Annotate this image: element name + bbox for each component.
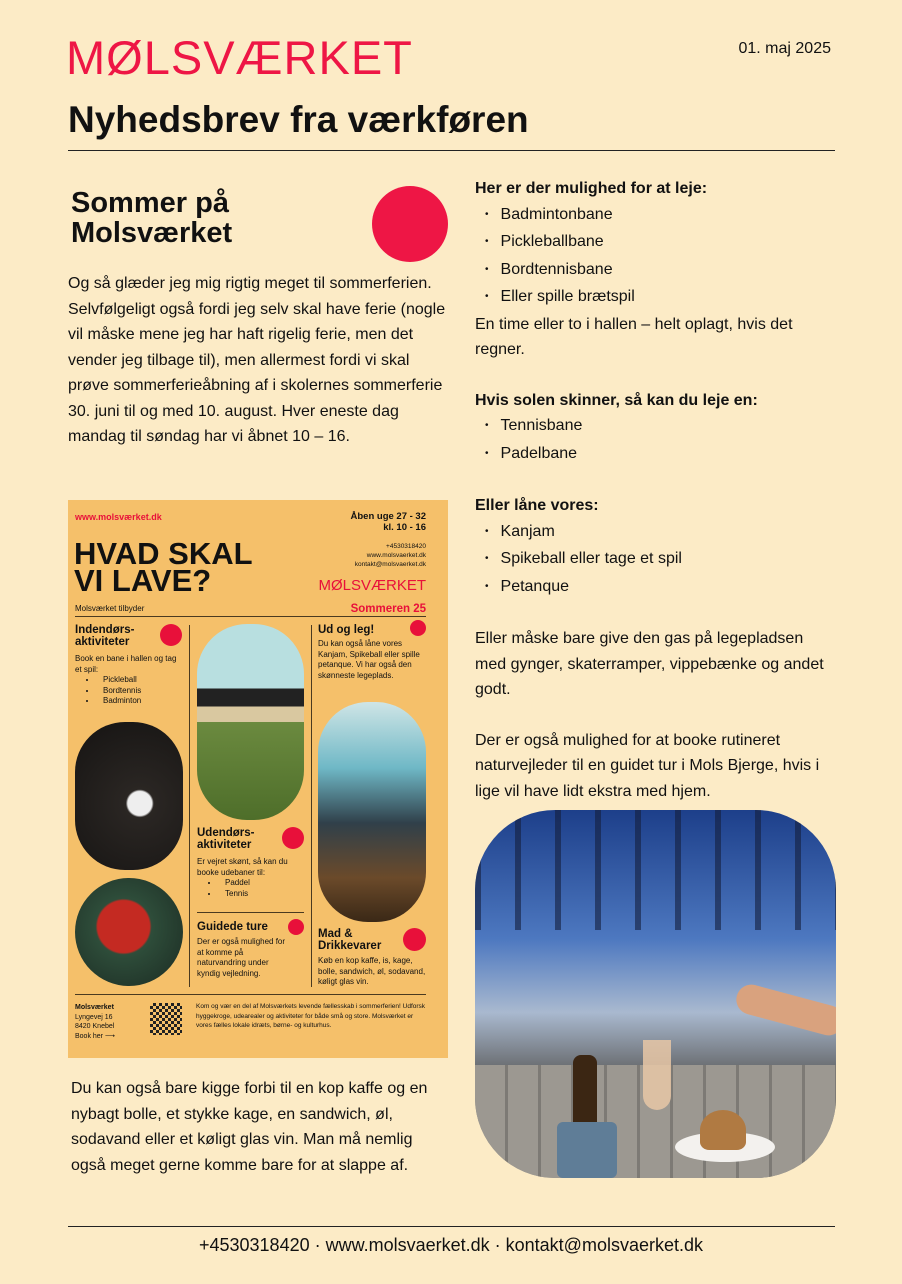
guide-text: Der er også mulighed for at booke rutineret naturvejleder til en guidet tur i Mols Bjerge, hvis i lige vil have lidt ekstra med hjem. [475, 731, 820, 800]
article-heading: Sommer på Molsværket [71, 187, 233, 249]
food-heading: Mad & Drikkevarer [318, 928, 382, 952]
building-photo [197, 624, 304, 820]
list-item: • Kanjam [485, 519, 837, 547]
intro-paragraph: Og så glæder jeg mig rigtig meget til sommerferien. Selvfølgeligt også fordi jeg selv skal have ferie (nogle vil måske mene jeg har haft rigelig ferie, men det vender jeg tilbage til), men allermest fordi vi skal prøve sommerferieåbning af i skolernes sommerferie 30. juni til og med 10. august. Hver eneste dag mandag til søndag har vi åbnet 10 – 16. [68, 275, 446, 445]
list-item: • Spikeball eller tage et spil [485, 546, 837, 574]
poster-season: Sommeren 25 [350, 603, 426, 615]
list-item: • Padelbane [485, 441, 837, 469]
right-column [475, 176, 837, 804]
list-item: • Badminton [97, 696, 183, 707]
red-dot [288, 919, 304, 935]
list-item: • Paddel [219, 878, 307, 889]
divider [68, 150, 835, 151]
playground-text: Eller måske bare give den gas på legepladsen med gynger, skaterramper, vippebænke og andet godt. [475, 630, 824, 698]
poster-col-divider [311, 625, 312, 987]
indoor-text [75, 654, 183, 707]
play-heading: Ud og leg! [318, 624, 375, 636]
poster-col-divider [189, 625, 190, 987]
list-item: • Tennisbane [485, 413, 837, 441]
indoor-desc: Book en bane i hallen og tag et spil: [75, 654, 177, 674]
outro-paragraph: Du kan også bare kigge forbi til en kop kaffe og en nybagt bolle, et stykke kage, en sandwich, øl, sodavand eller et køligt glas vin. Man må nemlig også meget gerne komme bare for at slappe af. [71, 1080, 428, 1174]
list-item: • Pickleball [97, 675, 183, 686]
rent-note: En time eller to i hallen – helt oplagt, hvis det regner. [475, 315, 793, 358]
list-item: • Tennis [219, 889, 307, 900]
poster-blurb: Kom og vær en del af Molsværkets levende fællesskab i sommerferien! Udforsk hyggekroge, udearealer og aktiviteter for både små og store. Molsværket er vores fælles lokale idræts, børne- og kulturhus. [196, 1003, 426, 1029]
poster-logo: MØLSVÆRKET [318, 577, 426, 594]
borrow-heading: Eller låne vores: [475, 497, 599, 514]
poster-address [75, 1003, 115, 1041]
address-street: Lyngevej 16 [75, 1013, 113, 1021]
qr-code[interactable] [150, 1003, 182, 1035]
poster-headline-1: HVAD SKAL [74, 536, 253, 571]
list-item: • Bordtennisbane [485, 257, 837, 285]
address-name: Molsværket [75, 1004, 114, 1011]
footer-divider [68, 1226, 835, 1227]
arrow-icon: ⟶ [104, 1032, 116, 1040]
summer-poster [68, 500, 448, 1058]
poster-divider [197, 912, 304, 913]
page-title: Nyhedsbrev fra værkføren [68, 99, 529, 140]
poster-url: www.molsværket.dk [75, 512, 162, 522]
poster-web: www.molsvaerket.dk [366, 552, 426, 559]
poster-email: kontakt@molsvaerket.dk [354, 561, 426, 568]
poster-headline-2: VI LAVE? [74, 563, 212, 598]
poster-offers: Molsværket tilbyder [75, 604, 145, 613]
list-item: • Petanque [485, 574, 837, 602]
play-text: Du kan også låne vores Kanjam, Spikeball eller spille petanque. Vi har også den skønneste legeplads. [318, 639, 420, 680]
poster-hours: kl. 10 - 16 [383, 522, 426, 533]
outdoor-heading: Udendørs-aktiviteter [197, 827, 255, 851]
rent-heading: Her er der mulighed for at leje: [475, 180, 708, 197]
poster-contact [355, 542, 426, 569]
red-dot [403, 928, 426, 951]
outdoor-text [197, 857, 307, 899]
sun-heading: Hvis solen skinner, så kan du leje en: [475, 391, 758, 409]
poster-divider [75, 994, 426, 995]
brand-logo: MØLSVÆRKET [66, 31, 413, 84]
terrace-photo [475, 810, 836, 1178]
footer-contact: +4530318420 · www.molsvaerket.dk · kontakt@molsvaerket.dk [198, 1235, 703, 1255]
badminton-photo [75, 722, 183, 870]
list-item: • Bordtennis [97, 686, 183, 697]
poster-phone: +4530318420 [386, 543, 426, 550]
address-city: 8420 Knebel [75, 1023, 115, 1030]
red-dot [282, 827, 304, 849]
list-item: • Badmintonbane [485, 202, 837, 230]
book-link[interactable]: Book her [75, 1032, 104, 1040]
list-item: • Eller spille brætspil [485, 284, 837, 312]
table-tennis-photo [75, 878, 183, 986]
red-dot [160, 624, 182, 646]
guided-heading: Guidede ture [197, 921, 268, 933]
indoor-heading: Indendørs-aktiviteter [75, 624, 135, 648]
outdoor-desc: Er vejret skønt, så kan du booke udebaner til: [197, 857, 288, 877]
poster-divider [75, 616, 426, 617]
issue-date: 01. maj 2025 [738, 40, 831, 57]
red-dot [410, 620, 426, 636]
decorative-circle [372, 186, 448, 262]
food-text: Køb en kop kaffe, is, kage, bolle, sandwich, øl, sodavand, køligt glas vin. [318, 956, 426, 986]
poster-open: Åben uge 27 - 32 [350, 511, 426, 522]
list-item: • Pickleballbane [485, 229, 837, 257]
cafe-photo [318, 702, 426, 922]
guided-text: Der er også mulighed for at komme på naturvandring under kyndig vejledning. [197, 937, 286, 978]
